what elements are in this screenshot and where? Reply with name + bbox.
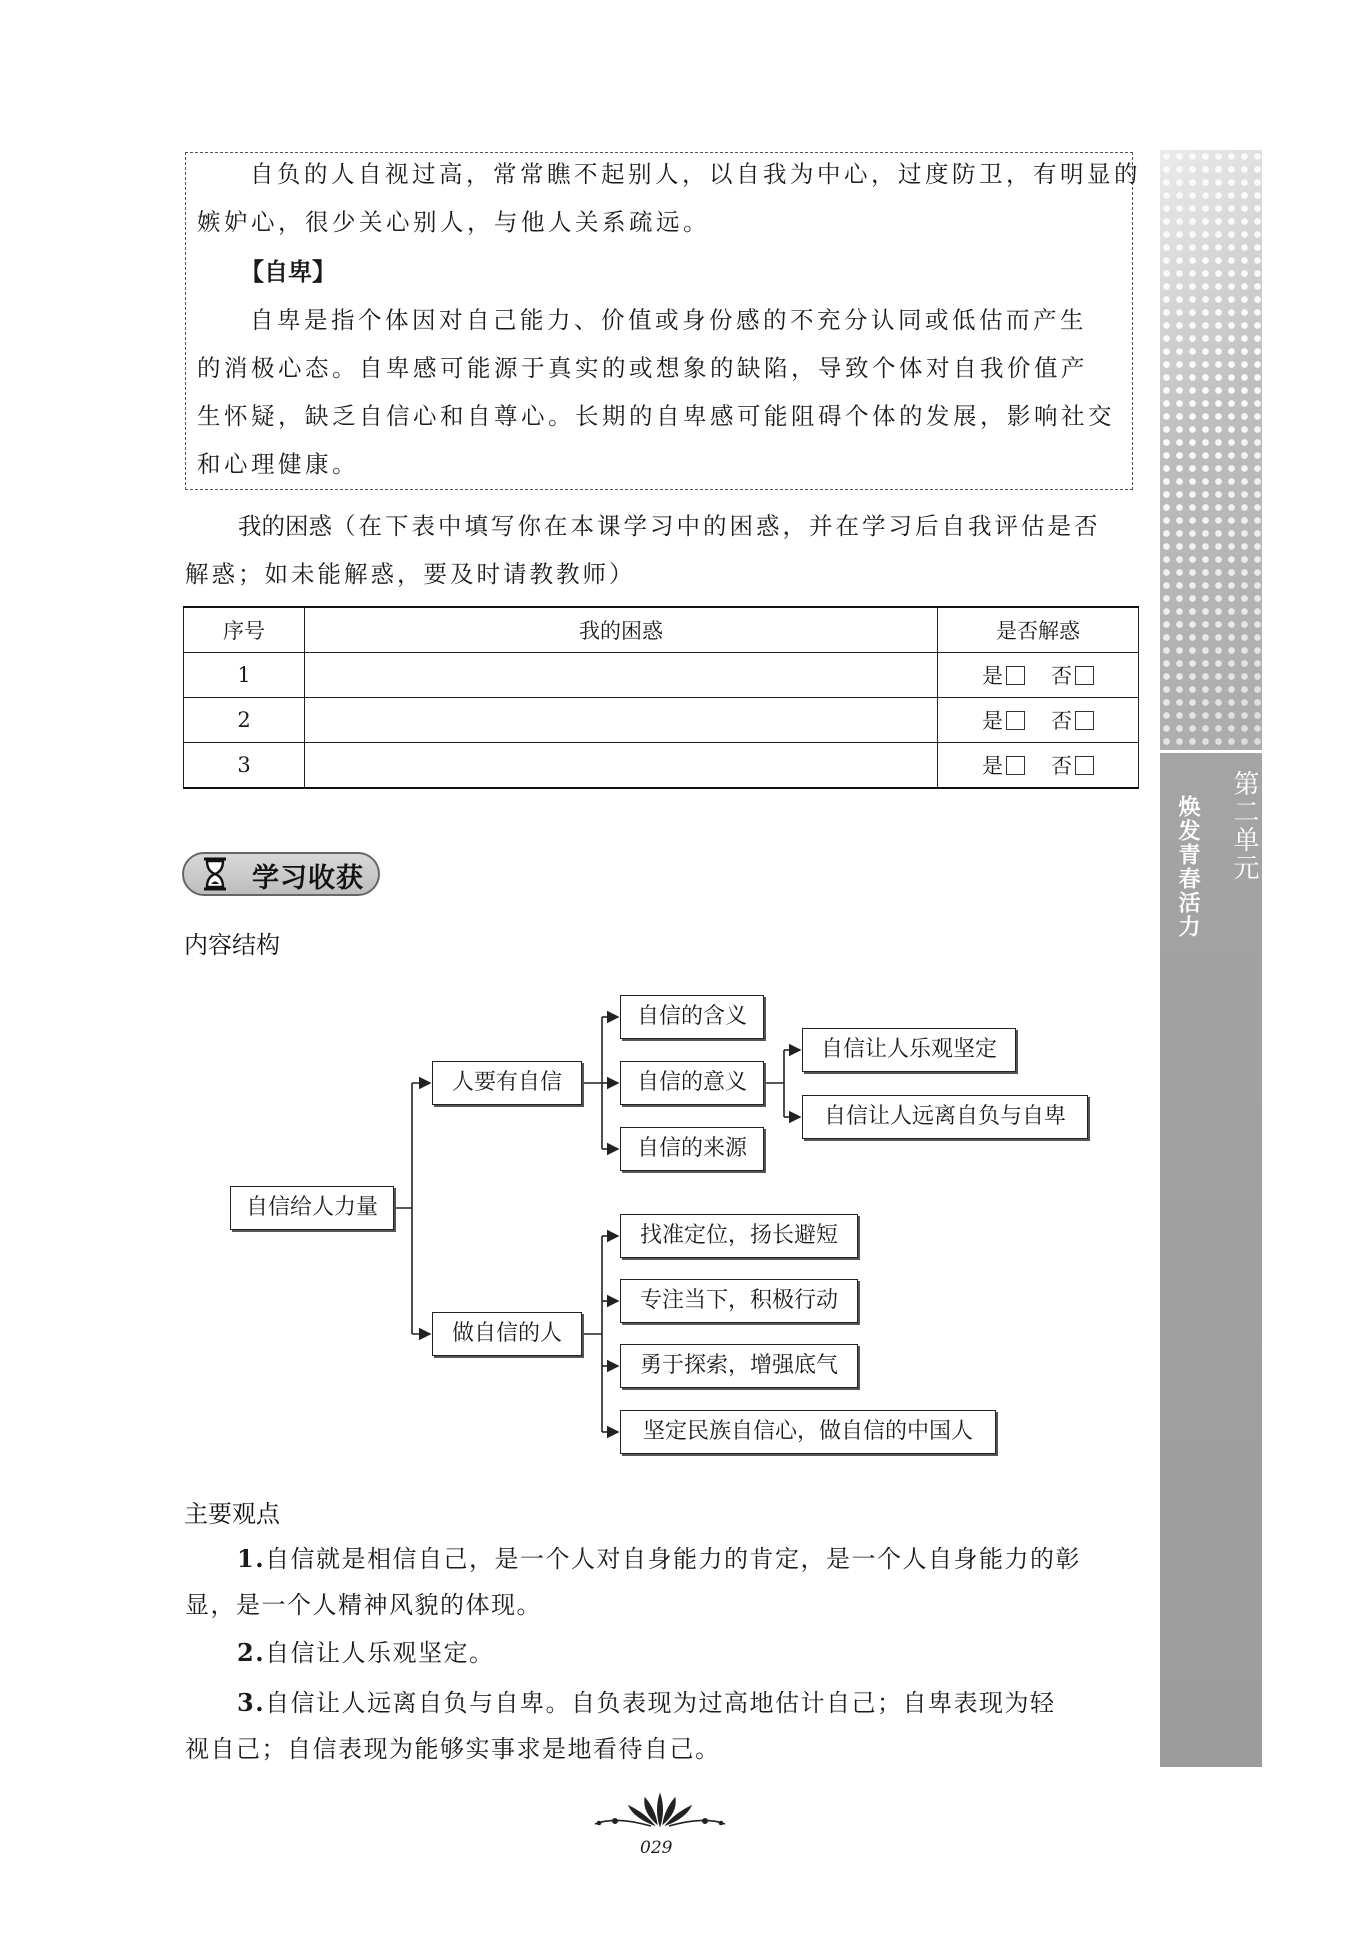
no-checkbox[interactable] xyxy=(1075,756,1094,775)
mindmap-node-focus: 专注当下，积极行动 xyxy=(620,1279,858,1323)
confusion-instruction-1: （在下表中填写你在本课学习中的困惑，并在学习后自我评估是否 xyxy=(332,512,1101,540)
no-checkbox[interactable] xyxy=(1075,711,1094,730)
conceit-text-line-1: 自负的人自视过高，常常瞧不起别人，以自我为中心，过度防卫，有明显的 xyxy=(250,160,1141,188)
table-row xyxy=(184,653,1139,698)
point-number: 1. xyxy=(237,1544,266,1573)
resolved-options xyxy=(938,743,1139,789)
inferiority-text-line-1: 自卑是指个体因对自己能力、价值或身份感的不充分认同或低估而产生 xyxy=(250,306,1087,334)
point-text: 自信让人乐观坚定。 xyxy=(265,1639,495,1667)
main-points-heading: 主要观点 xyxy=(184,1500,280,1528)
header-resolved: 是否解惑 xyxy=(938,607,1139,653)
main-point-3-line-2: 视自己；自信表现为能够实事求是地看待自己。 xyxy=(185,1735,721,1763)
harvest-badge xyxy=(182,852,380,896)
mindmap-branch-b: 做自信的人 xyxy=(432,1312,582,1356)
point-number: 3. xyxy=(237,1688,266,1717)
mindmap-node-optimism: 自信让人乐观坚定 xyxy=(802,1028,1016,1072)
no-checkbox[interactable] xyxy=(1075,666,1094,685)
confusion-table xyxy=(183,606,1139,789)
confusion-input-cell[interactable] xyxy=(305,743,938,789)
row-number: 2 xyxy=(184,698,305,743)
table-row xyxy=(184,698,1139,743)
confusion-input-cell[interactable] xyxy=(305,653,938,698)
inferiority-text-line-3: 生怀疑，缺乏自信心和自尊心。长期的自卑感可能阻碍个体的发展，影响社交 xyxy=(197,402,1115,430)
yes-checkbox[interactable] xyxy=(1006,666,1025,685)
confusion-instruction-2: 解惑；如未能解惑，要及时请教教师） xyxy=(185,560,636,588)
unit-sidebar xyxy=(1160,150,1262,1767)
yes-label: 是 xyxy=(982,754,1003,778)
table-header-row xyxy=(184,607,1139,653)
row-number: 1 xyxy=(184,653,305,698)
point-text: 自信让人远离自负与自卑。自负表现为过高地估计自己；自卑表现为轻 xyxy=(265,1689,1056,1717)
main-point-1-line-2: 显，是一个人精神风貌的体现。 xyxy=(185,1591,542,1619)
unit-title: 第二单元 xyxy=(1229,770,1259,882)
header-number: 序号 xyxy=(184,607,305,653)
yes-checkbox[interactable] xyxy=(1006,711,1025,730)
mindmap-root: 自信给人力量 xyxy=(230,1186,394,1230)
header-confusion: 我的困惑 xyxy=(305,607,938,653)
no-label: 否 xyxy=(1051,754,1072,778)
sidebar-divider xyxy=(1160,750,1262,753)
resolved-options xyxy=(938,698,1139,743)
mindmap-node-national-confidence: 坚定民族自信心，做自信的中国人 xyxy=(620,1410,996,1454)
main-point-2 xyxy=(185,1630,1135,1676)
yes-label: 是 xyxy=(982,709,1003,733)
no-label: 否 xyxy=(1051,664,1072,688)
table-row xyxy=(184,743,1139,789)
harvest-label: 学习收获 xyxy=(252,863,364,894)
confusion-intro xyxy=(238,502,1140,550)
resolved-options xyxy=(938,653,1139,698)
mindmap-node-away-from-extremes: 自信让人远离自负与自卑 xyxy=(802,1095,1088,1139)
inferiority-heading: 【自卑】 xyxy=(240,258,336,286)
mindmap-node-positioning: 找准定位，扬长避短 xyxy=(620,1214,858,1258)
yes-checkbox[interactable] xyxy=(1006,756,1025,775)
point-text: 自信就是相信自己，是一个人对自身能力的肯定，是一个人自身能力的彰 xyxy=(265,1545,1082,1573)
mindmap-node-source: 自信的来源 xyxy=(620,1127,764,1171)
hourglass-icon xyxy=(200,856,230,892)
mindmap-node-explore: 勇于探索，增强底气 xyxy=(620,1344,858,1388)
point-number: 2. xyxy=(237,1638,266,1667)
unit-subtitle: 焕发青春活力 xyxy=(1175,795,1200,939)
floral-ornament-icon xyxy=(585,1790,735,1830)
inferiority-text-line-2: 的消极心态。自卑感可能源于真实的或想象的缺陷，导致个体对自我价值产 xyxy=(197,354,1088,382)
dot-pattern-decoration xyxy=(1160,150,1262,750)
row-number: 3 xyxy=(184,743,305,789)
mindmap-node-meaning-def: 自信的含义 xyxy=(620,995,764,1039)
content-structure-heading: 内容结构 xyxy=(184,931,280,959)
mindmap-node-significance: 自信的意义 xyxy=(620,1061,764,1105)
confusion-title: 我的困惑 xyxy=(238,512,332,540)
page-number: 029 xyxy=(640,1838,673,1858)
confusion-input-cell[interactable] xyxy=(305,698,938,743)
inferiority-text-line-4: 和心理健康。 xyxy=(197,450,359,478)
yes-label: 是 xyxy=(982,664,1003,688)
conceit-text-line-2: 嫉妒心，很少关心别人，与他人关系疏远。 xyxy=(197,208,710,236)
main-point-3-line-1 xyxy=(185,1680,1135,1726)
main-point-1-line-1 xyxy=(185,1536,1135,1582)
mindmap-branch-a: 人要有自信 xyxy=(432,1061,582,1105)
no-label: 否 xyxy=(1051,709,1072,733)
